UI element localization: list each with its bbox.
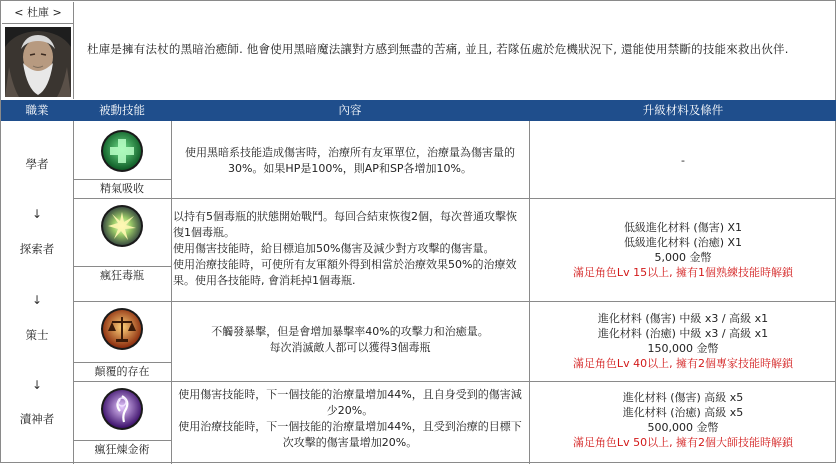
header-materials: 升級材料及條件: [642, 103, 724, 117]
grid-line: [73, 381, 836, 382]
material-line: 低級進化材料 (治癒) X1: [623, 236, 743, 249]
character-intro-text: 杜庫是擁有法杖的黑暗治癒師. 他會使用黑暗魔法讓對方感到無盡的苦痛, 並且, 若隊伍處於危機狀況下, 還能使用禁斷的技能來救出伙伴.: [87, 42, 789, 56]
skill-content: 不觸發暴擊，但是會增加暴擊率40%的攻擊力和治癒量。 每次消滅敵人都可以獲得3個毒瓶: [211, 325, 489, 354]
unlock-requirement: 滿足角色Lv 50以上, 擁有2個大師技能時解鎖: [572, 436, 794, 449]
unlock-requirement: 滿足角色Lv 40以上, 擁有2個專家技能時解鎖: [572, 357, 794, 370]
job-arrow: ↓: [31, 378, 43, 392]
material-line: 進化材料 (傷害) 高級 x5: [622, 391, 744, 404]
header-content: 內容: [338, 103, 362, 117]
poison-flask-icon: [100, 204, 144, 248]
grid-line: [73, 301, 836, 302]
skill-name: 顛覆的存在: [73, 362, 171, 381]
material-line: 5,000 金幣: [654, 251, 712, 264]
green-cross-icon: [100, 129, 144, 173]
skill-name: 瘋狂毒瓶: [73, 266, 171, 285]
job-strategist: 策士: [25, 328, 49, 342]
job-explorer: 探索者: [19, 242, 55, 256]
material-line: 500,000 金幣: [647, 421, 719, 434]
skill-content: 使用黑暗系技能造成傷害時，治療所有友軍單位，治療量為傷害量的30%。如果HP是100%，則AP和SP各增加10%。: [185, 146, 515, 175]
header-skill: 被動技能: [99, 103, 145, 117]
table-header: [1, 100, 836, 121]
materials-cell: [529, 153, 836, 168]
character-portrait: [5, 27, 71, 97]
header-job: 職業: [25, 103, 49, 117]
grid-line: [73, 198, 836, 199]
character-intro-section: [1, 1, 836, 100]
scales-icon: [100, 307, 144, 351]
job-arrow: ↓: [31, 207, 43, 221]
purple-alchemy-icon: [100, 387, 144, 431]
unlock-requirement: 滿足角色Lv 15以上, 擁有1個熟練技能時解鎖: [572, 266, 794, 279]
skill-content: 以持有5個毒瓶的狀態開始戰鬥。每回合結束恢復2個，每次普通攻擊恢復1個毒瓶。 使用傷害技能時，給目標追加50%傷害及減少對方攻擊的傷害量。 使用治療技能時，可使所有友軍額外得到相當於治療效果50%的治療效果。使用各技能時, 會消耗掉1個毒瓶.: [173, 210, 517, 287]
character-name-tag: < 杜庫 >: [2, 2, 74, 24]
job-scholar: 學者: [25, 157, 49, 171]
grid-line: [171, 121, 172, 464]
materials-cell: [529, 390, 836, 450]
skill-name: 瘋狂煉金術: [73, 440, 171, 459]
material-line: 150,000 金幣: [647, 342, 719, 355]
job-blasphemer: 瀆神者: [19, 412, 55, 426]
grid-line: [73, 121, 74, 464]
materials-cell: [529, 311, 836, 371]
job-arrow: ↓: [31, 293, 43, 307]
material-line: 進化材料 (傷害) 中級 x3 / 高級 x1: [597, 312, 769, 325]
material-line: 進化材料 (治癒) 高級 x5: [622, 406, 744, 419]
skill-name: 精氣吸收: [73, 179, 171, 198]
materials-cell: [529, 220, 836, 280]
material-line: -: [681, 154, 685, 167]
skill-content: 使用傷害技能時，下一個技能的治療量增加44%，且自身受到的傷害減少20%。 使用治療技能時，下一個技能的治療量增加44%，且受到治療的目標下次攻擊的傷害量增加20%。: [178, 388, 522, 449]
material-line: 進化材料 (治癒) 中級 x3 / 高級 x1: [597, 327, 769, 340]
portrait-box: [2, 2, 74, 99]
material-line: 低級進化材料 (傷害) X1: [623, 221, 743, 234]
